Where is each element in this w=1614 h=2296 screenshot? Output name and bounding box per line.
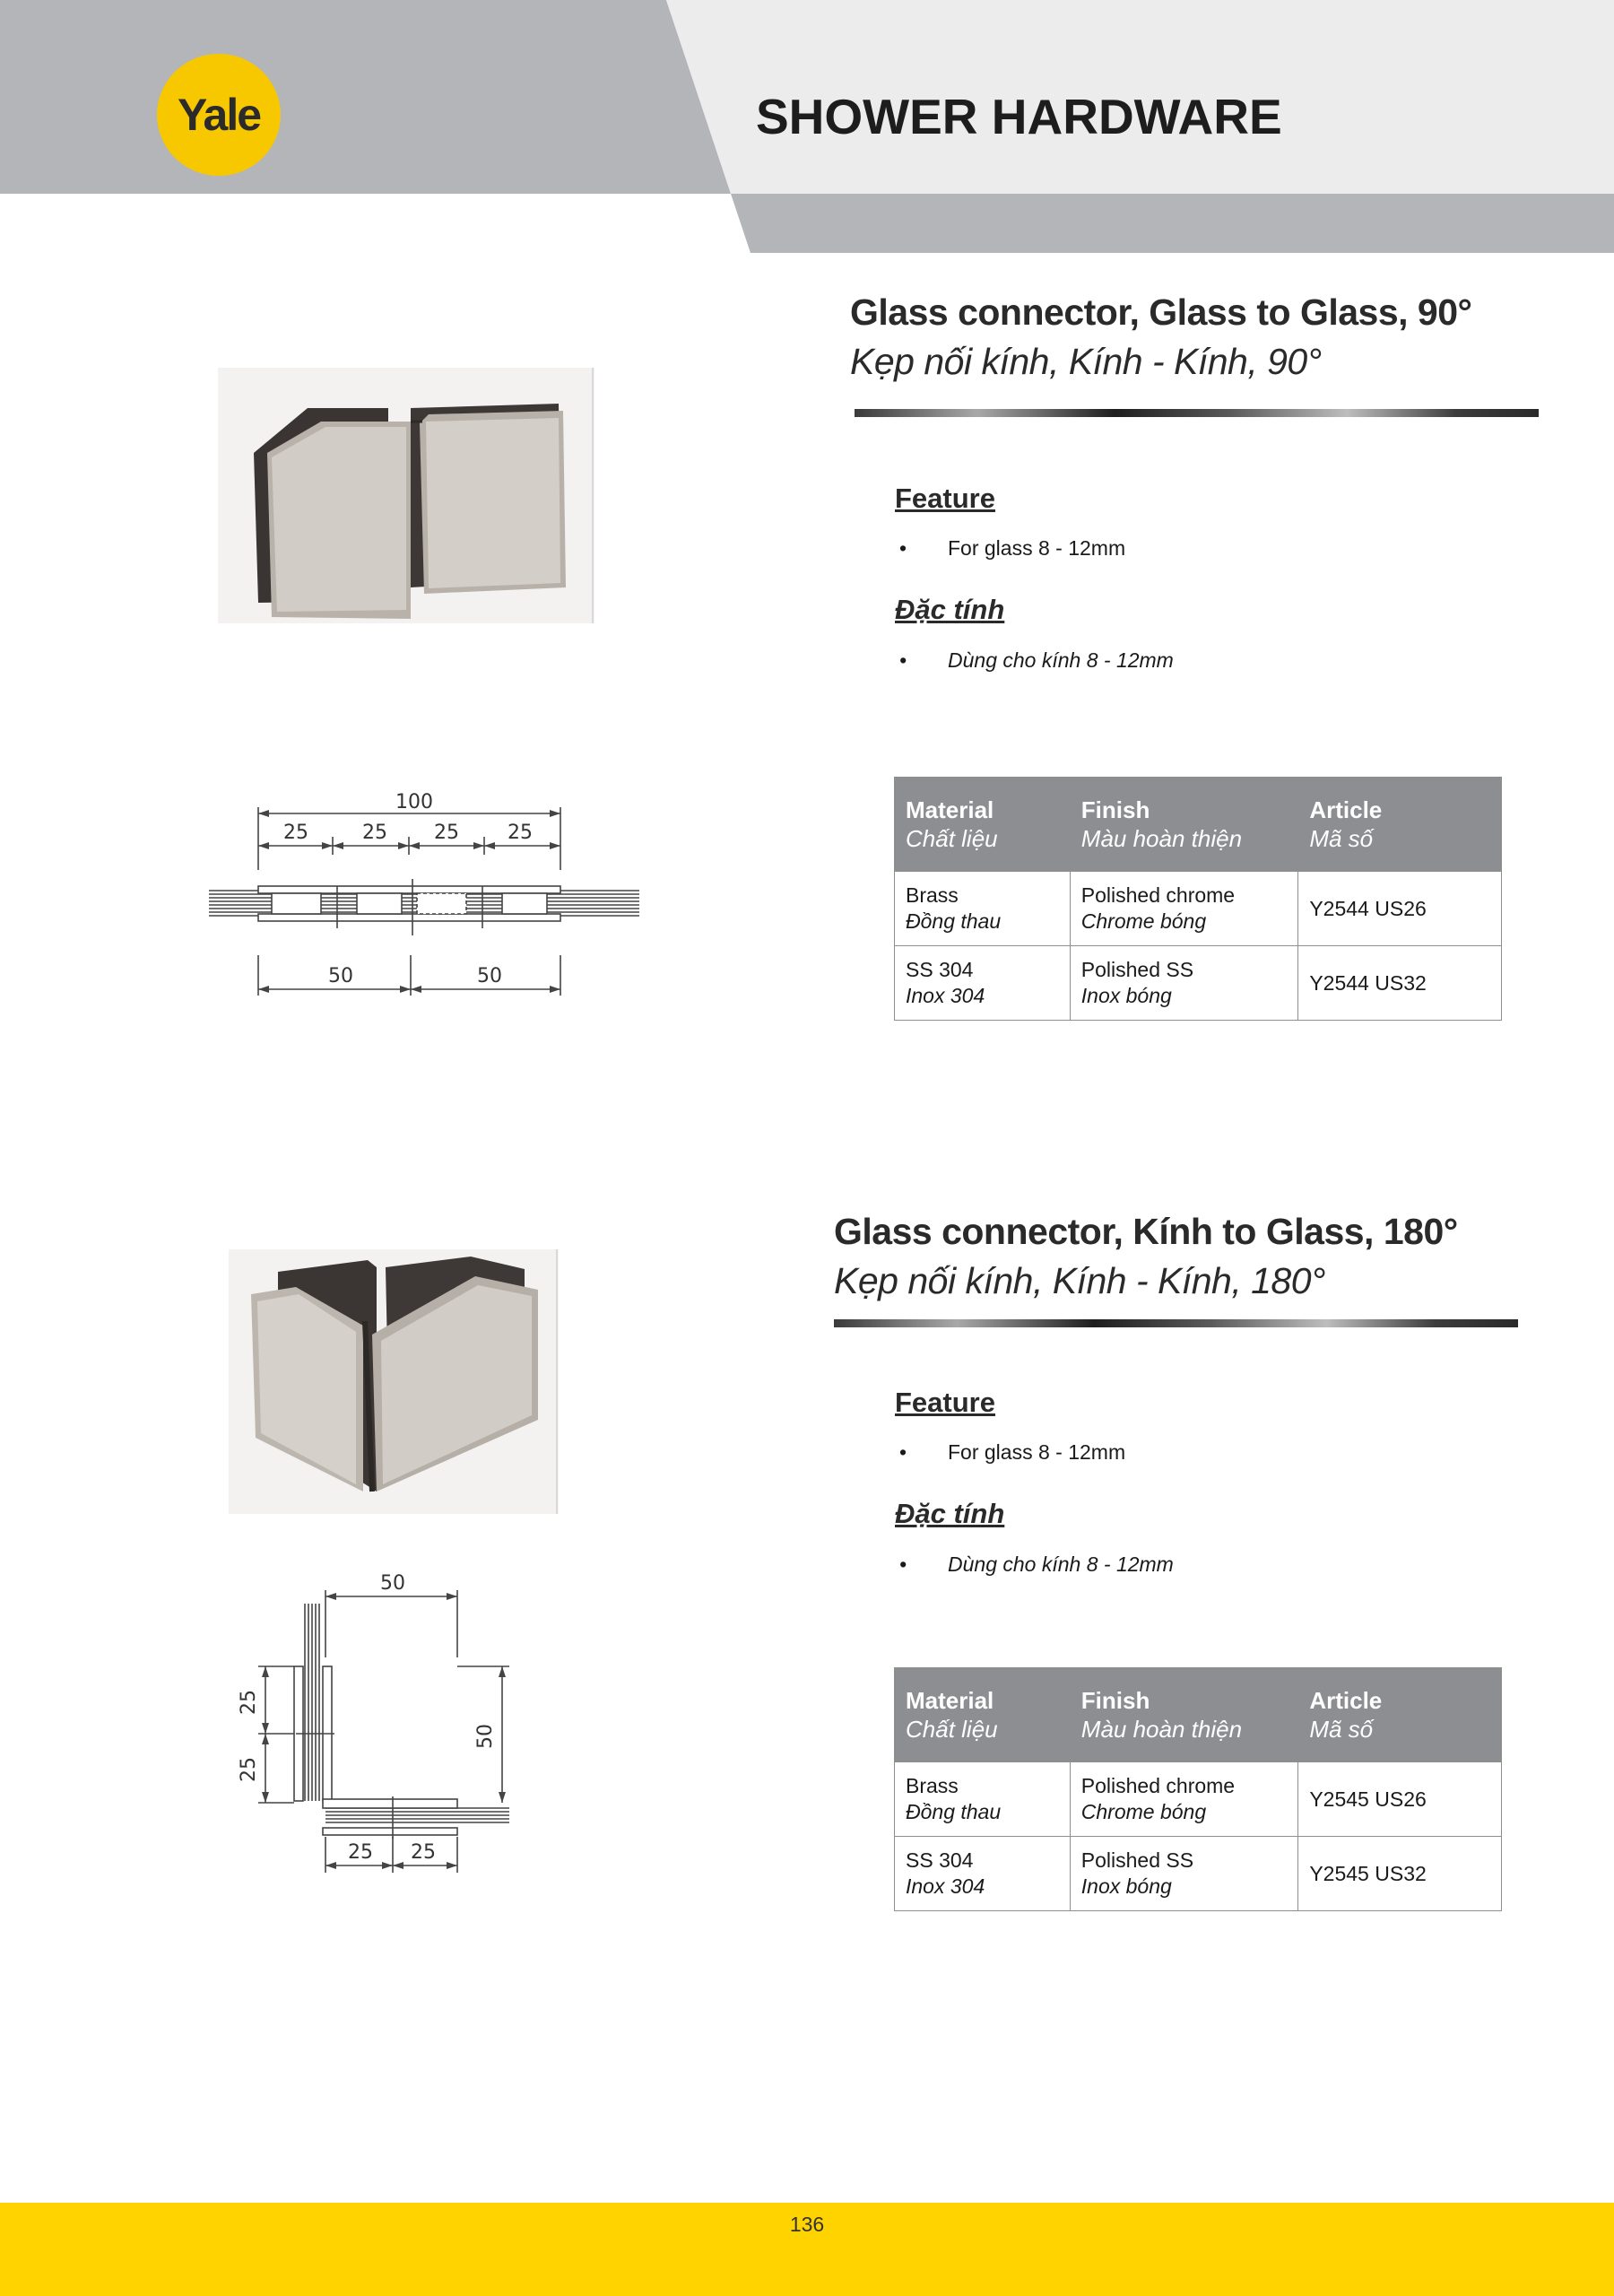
material-cell: SS 304 Inox 304 — [895, 1837, 1071, 1911]
finish-cell: Polished SS Inox bóng — [1070, 1837, 1298, 1911]
dim-half-1: 50 — [328, 965, 353, 987]
product-2-feature-heading-vi: Đặc tính — [895, 1498, 1005, 1529]
table-row — [895, 946, 1502, 1021]
material-cell: Brass Đồng thau — [895, 872, 1071, 946]
article-cell: Y2544 US32 — [1298, 946, 1502, 1021]
product-1-technical-drawing — [204, 785, 644, 1004]
product-1-photo — [218, 368, 594, 623]
dim-bottom-2: 25 — [411, 1841, 436, 1864]
dim-overall: 100 — [395, 791, 433, 813]
page-title: SHOWER HARDWARE — [756, 89, 1282, 144]
material-cell: Brass Đồng thau — [895, 1762, 1071, 1837]
product-1-divider — [855, 409, 1539, 417]
header-material: Material Chất liệu — [895, 1668, 1071, 1762]
article-cell: Y2545 US32 — [1298, 1837, 1502, 1911]
dim-bottom-1: 25 — [348, 1841, 373, 1864]
page-number: 136 — [789, 2213, 825, 2236]
dim-half-2: 50 — [477, 965, 502, 987]
product-1-feature-item: • For glass 8 - 12mm — [899, 536, 1126, 560]
table-header-row — [895, 778, 1502, 872]
dim-seg-1: 25 — [283, 822, 308, 844]
product-2-feature-item: • For glass 8 - 12mm — [899, 1440, 1126, 1464]
feature-text-vi: Dùng cho kính 8 - 12mm — [948, 648, 1174, 672]
dim-left-2: 25 — [238, 1757, 260, 1782]
table-header-row — [895, 1668, 1502, 1762]
table-row — [895, 872, 1502, 946]
header-article: Article Mã số — [1298, 1668, 1502, 1762]
product-2-spec-table — [894, 1667, 1502, 1911]
dim-seg-4: 25 — [508, 822, 533, 844]
finish-cell: Polished chrome Chrome bóng — [1070, 872, 1298, 946]
finish-cell: Polished chrome Chrome bóng — [1070, 1762, 1298, 1837]
header-article: Article Mã số — [1298, 778, 1502, 872]
dim-side: 50 — [474, 1724, 497, 1749]
table-row — [895, 1837, 1502, 1911]
feature-text: For glass 8 - 12mm — [948, 1440, 1126, 1464]
material-cell: SS 304 Inox 304 — [895, 946, 1071, 1021]
product-2-divider — [834, 1319, 1518, 1327]
feature-text: For glass 8 - 12mm — [948, 536, 1126, 560]
header-finish: Finish Màu hoàn thiện — [1070, 778, 1298, 872]
header-finish: Finish Màu hoàn thiện — [1070, 1668, 1298, 1762]
product-2-technical-drawing — [222, 1568, 532, 1877]
finish-cell: Polished SS Inox bóng — [1070, 946, 1298, 1021]
product-2-feature-item-vi: • Dùng cho kính 8 - 12mm — [899, 1552, 1174, 1576]
dim-seg-2: 25 — [362, 822, 387, 844]
product-1-feature-heading-vi: Đặc tính — [895, 594, 1005, 625]
table-row — [895, 1762, 1502, 1837]
product-1-title: Glass connector, Glass to Glass, 90° — [850, 291, 1472, 333]
article-cell: Y2545 US26 — [1298, 1762, 1502, 1837]
product-1-feature-heading: Feature — [895, 483, 995, 514]
feature-text-vi: Dùng cho kính 8 - 12mm — [948, 1552, 1174, 1576]
dim-seg-3: 25 — [434, 822, 459, 844]
product-2-subtitle: Kẹp nối kính, Kính - Kính, 180° — [834, 1260, 1325, 1301]
dim-left-1: 25 — [238, 1690, 260, 1715]
product-2-feature-heading: Feature — [895, 1387, 995, 1418]
dim-top: 50 — [380, 1572, 405, 1595]
product-2-title: Glass connector, Kính to Glass, 180° — [834, 1211, 1458, 1252]
product-1-subtitle: Kẹp nối kính, Kính - Kính, 90° — [850, 341, 1322, 382]
header-material: Material Chất liệu — [895, 778, 1071, 872]
product-1-feature-item-vi: • Dùng cho kính 8 - 12mm — [899, 648, 1174, 672]
logo-text: Yale — [177, 90, 261, 140]
yale-logo — [157, 54, 281, 176]
article-cell: Y2544 US26 — [1298, 872, 1502, 946]
product-2-photo — [229, 1249, 559, 1514]
product-1-spec-table — [894, 777, 1502, 1021]
